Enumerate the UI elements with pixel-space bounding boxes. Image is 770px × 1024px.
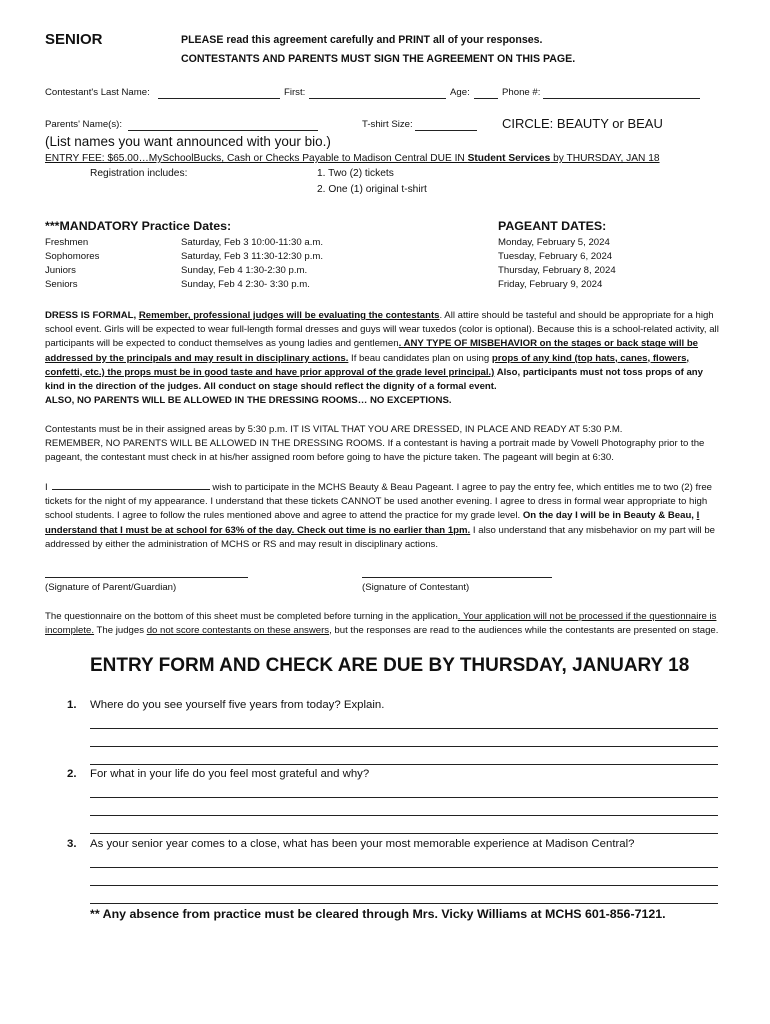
contestant-signature-line[interactable]: [362, 577, 552, 578]
instruction-line-1: PLEASE read this agreement carefully and PRINT all of your responses.: [181, 34, 543, 46]
pageant-heading: PAGEANT DATES:: [498, 219, 607, 233]
contestant-signature-label: (Signature of Contestant): [362, 582, 470, 593]
answer-line[interactable]: [90, 903, 718, 904]
phone-field[interactable]: [543, 98, 700, 99]
pageant-date: Monday, February 5, 2024: [498, 237, 610, 248]
age-label: Age:: [450, 87, 470, 98]
age-field[interactable]: [474, 98, 498, 99]
due-title: ENTRY FORM AND CHECK ARE DUE BY THURSDAY, JANUARY 18: [90, 655, 690, 676]
parents-name-field[interactable]: [128, 130, 318, 131]
first-name-field[interactable]: [309, 98, 446, 99]
question-number: 2.: [67, 768, 77, 780]
instruction-line-2: CONTESTANTS AND PARENTS MUST SIGN THE AGREEMENT ON THIS PAGE.: [181, 53, 576, 65]
answer-line[interactable]: [90, 797, 718, 798]
answer-line[interactable]: [90, 764, 718, 765]
answer-line[interactable]: [90, 728, 718, 729]
tshirt-size-label: T-shirt Size:: [362, 119, 413, 130]
pageant-date: Thursday, February 8, 2024: [498, 265, 616, 276]
parent-signature-label: (Signature of Parent/Guardian): [45, 582, 177, 593]
answer-line[interactable]: [90, 885, 718, 886]
circle-beauty-beau[interactable]: CIRCLE: BEAUTY or BEAU: [502, 116, 663, 131]
pageant-date: Tuesday, February 6, 2024: [498, 251, 613, 262]
registration-item: 1. Two (2) tickets: [317, 168, 394, 179]
practice-group: Sophomores: [45, 251, 100, 262]
registration-item: 2. One (1) original t-shirt: [317, 184, 427, 195]
answer-line[interactable]: [90, 746, 718, 747]
dressing-rooms-paragraph: Contestants must be in their assigned areas by 5:30 p.m. IT IS VITAL THAT YOU ARE DRESSED, IN PLACE AND READY AT 5:30 P.M. REMEMBER, NO PARENTS WILL BE ALLOWED IN THE DRESSING ROOMS. If a contestant is having a portrait made by Vowell Photography prior to the pageant, the contestant must check in at his/her assigned room before going to have the picture taken. The pageant will begin at 6:30.: [45, 424, 705, 464]
practice-heading: ***MANDATORY Practice Dates:: [45, 219, 232, 233]
question-text: For what in your life do you feel most grateful and why?: [90, 768, 370, 780]
agreement-paragraph: I wish to participate in the MCHS Beauty & Beau Pageant. I agree to pay the entry fee, which entitles me to two (2) free tickets for the night of my appearance. I understand that these tickets CANNOT be used another evening. I agree to dress in formal wear appropriate to high school students. I agree to follow the rules mentioned above and agree to attend the practice for my grade level. On the day I will be in Beauty & Beau, I understand that I must be at school for 63% of the day. Check out time is no earlier than 1pm. I also understand that any misbehavior on my part will be addressed by either the administration of MCHS or RS and may result in disciplinary actions.: [45, 482, 716, 550]
entry-fee-line: ENTRY FEE: $65.00…MySchoolBucks, Cash or Checks Payable to Madison Central DUE IN Student Services by THURSDAY, JAN 18: [45, 153, 660, 164]
pageant-date: Friday, February 9, 2024: [498, 279, 603, 290]
registration-label: Registration includes:: [90, 168, 188, 179]
phone-label: Phone #:: [502, 87, 541, 98]
answer-line[interactable]: [90, 833, 718, 834]
practice-date: Saturday, Feb 3 10:00-11:30 a.m.: [181, 237, 324, 248]
practice-group: Seniors: [45, 279, 78, 290]
question-number: 3.: [67, 838, 77, 850]
practice-date: Saturday, Feb 3 11:30-12:30 p.m.: [181, 251, 324, 262]
practice-group: Juniors: [45, 265, 76, 276]
practice-group: Freshmen: [45, 237, 89, 248]
absence-note: ** Any absence from practice must be cleared through Mrs. Vicky Williams at MCHS 601-856-7121.: [90, 907, 666, 921]
parents-name-label: Parents' Name(s):: [45, 119, 123, 130]
answer-line[interactable]: [90, 867, 718, 868]
last-name-label: Contestant's Last Name:: [45, 87, 150, 98]
last-name-field[interactable]: [158, 98, 280, 99]
dress-code-paragraph: DRESS IS FORMAL, Remember, professional judges will be evaluating the contestants. All attire should be tasteful and should be appropriate for a high school event. Girls will be expected to wear full-length formal dresses and guys will wear tuxedos (color is optional). Because this is a school-related activity, all participants will be expected to conduct themselves as young ladies and gentlemen. ANY TYPE OF MISBEHAVIOR on the stages or back stage will be addressed by the principals and may result in disciplinary actions. If beau candidates plan on using props of any kind (top hats, canes, flowers, confetti, etc.) the props must be in good taste and have prior approval of the grade level principal.) Also, participants must not toss props of any kind in the direction of the judges. All conduct on stage should reflect the dignity of a formal event. ALSO, NO PARENTS WILL BE ALLOWED IN THE DRESSING ROOMS… NO EXCEPTIONS.: [45, 310, 719, 407]
question-text: Where do you see yourself five years from today? Explain.: [90, 699, 385, 711]
first-name-label: First:: [284, 87, 306, 98]
bio-note: (List names you want announced with your bio.): [45, 134, 331, 149]
grade-label: SENIOR: [45, 31, 103, 48]
practice-date: Sunday, Feb 4 1:30-2:30 p.m.: [181, 265, 308, 276]
tshirt-size-field[interactable]: [415, 130, 477, 131]
parent-signature-line[interactable]: [45, 577, 248, 578]
question-text: As your senior year comes to a close, what has been your most memorable experience at Madison Central?: [90, 838, 635, 850]
question-number: 1.: [67, 699, 77, 711]
practice-date: Sunday, Feb 4 2:30- 3:30 p.m.: [181, 279, 310, 290]
questionnaire-note: The questionnaire on the bottom of this sheet must be completed before turning in the application. Your application will not be processed if the questionnaire is incomplete. The judges do not score contestants on these answers, but the responses are read to the audiences while the contestants are presented on stage.: [45, 611, 719, 637]
answer-line[interactable]: [90, 815, 718, 816]
contestant-name-field[interactable]: [52, 480, 210, 490]
